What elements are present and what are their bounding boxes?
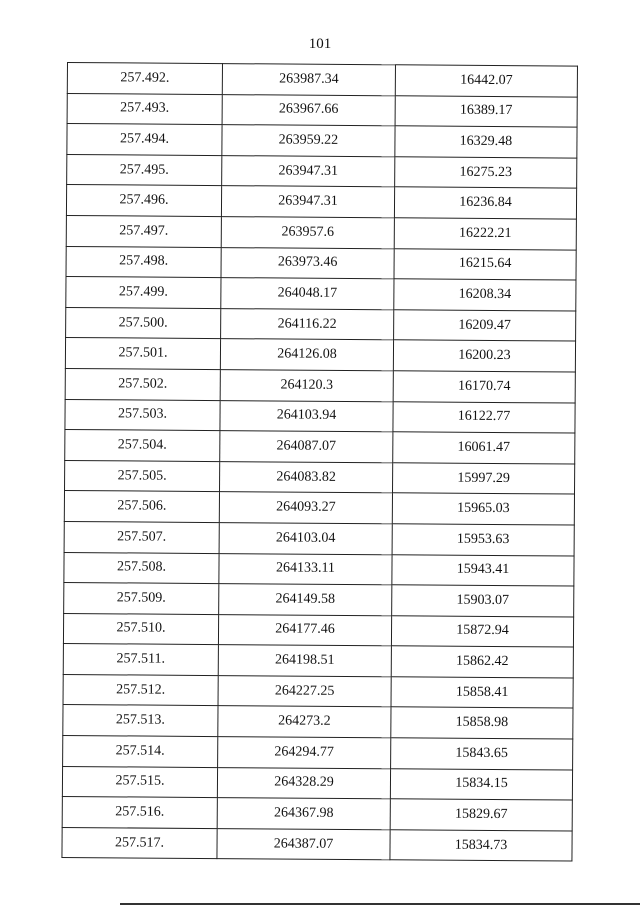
point-number-cell: 257.495. xyxy=(67,154,222,186)
y-coordinate-cell: 16215.64 xyxy=(394,248,576,280)
table-row xyxy=(63,674,573,708)
y-coordinate-cell: 16061.47 xyxy=(393,432,575,464)
x-coordinate-cell: 264227.25 xyxy=(218,675,391,707)
point-number-cell: 257.499. xyxy=(66,277,221,309)
x-coordinate-cell: 263959.22 xyxy=(222,125,395,157)
y-coordinate-cell: 16222.21 xyxy=(394,218,576,250)
x-coordinate-cell: 264120.3 xyxy=(220,370,393,402)
table-row xyxy=(67,63,577,97)
point-number-cell: 257.494. xyxy=(67,124,222,156)
table-row xyxy=(65,368,575,402)
table-row xyxy=(62,827,572,861)
point-number-cell: 257.500. xyxy=(66,307,221,339)
x-coordinate-cell: 263947.31 xyxy=(222,155,395,187)
point-number-cell: 257.501. xyxy=(65,338,220,370)
coordinates-table-body xyxy=(62,63,578,862)
point-number-cell: 257.512. xyxy=(63,674,218,706)
x-coordinate-cell: 264103.04 xyxy=(219,522,392,554)
point-number-cell: 257.503. xyxy=(65,399,220,431)
x-coordinate-cell: 264387.07 xyxy=(217,828,390,860)
point-number-cell: 257.504. xyxy=(65,430,220,462)
y-coordinate-cell: 16200.23 xyxy=(393,340,575,372)
y-coordinate-cell: 16329.48 xyxy=(395,126,577,158)
point-number-cell: 257.498. xyxy=(66,246,221,278)
table-row xyxy=(67,93,577,127)
point-number-cell: 257.513. xyxy=(63,705,218,737)
table-row xyxy=(65,338,575,372)
x-coordinate-cell: 264273.2 xyxy=(218,706,391,738)
table-row xyxy=(63,705,573,739)
table-row xyxy=(65,399,575,433)
table-row xyxy=(63,644,573,678)
point-number-cell: 257.514. xyxy=(63,736,218,768)
point-number-cell: 257.510. xyxy=(63,613,218,645)
x-coordinate-cell: 264198.51 xyxy=(218,645,391,677)
x-coordinate-cell: 264149.58 xyxy=(219,584,392,616)
point-number-cell: 257.516. xyxy=(62,797,217,829)
point-number-cell: 257.505. xyxy=(65,460,220,492)
table-row xyxy=(65,460,575,494)
y-coordinate-cell: 15834.73 xyxy=(390,830,572,862)
point-number-cell: 257.515. xyxy=(62,766,217,798)
point-number-cell: 257.502. xyxy=(65,368,220,400)
y-coordinate-cell: 15858.98 xyxy=(391,707,573,739)
point-number-cell: 257.507. xyxy=(64,521,219,553)
table-row xyxy=(66,215,576,249)
point-number-cell: 257.506. xyxy=(64,491,219,523)
y-coordinate-cell: 15903.07 xyxy=(392,585,574,617)
y-coordinate-cell: 16275.23 xyxy=(395,157,577,189)
x-coordinate-cell: 264177.46 xyxy=(218,614,391,646)
table-row xyxy=(62,766,572,800)
table-row xyxy=(66,307,576,341)
y-coordinate-cell: 16389.17 xyxy=(395,95,577,127)
x-coordinate-cell: 264103.94 xyxy=(220,400,393,432)
y-coordinate-cell: 16209.47 xyxy=(394,310,576,342)
table-row xyxy=(64,491,574,525)
table-row xyxy=(67,154,577,188)
table-row xyxy=(67,124,577,158)
y-coordinate-cell: 15997.29 xyxy=(392,463,574,495)
y-coordinate-cell: 16442.07 xyxy=(395,65,577,97)
table-row xyxy=(66,246,576,280)
point-number-cell: 257.492. xyxy=(67,63,222,95)
y-coordinate-cell: 15834.15 xyxy=(390,768,572,800)
table-row xyxy=(62,797,572,831)
table-row xyxy=(63,736,573,770)
x-coordinate-cell: 263957.6 xyxy=(221,217,394,249)
y-coordinate-cell: 15843.65 xyxy=(391,738,573,770)
x-coordinate-cell: 263973.46 xyxy=(221,247,394,279)
x-coordinate-cell: 264126.08 xyxy=(220,339,393,371)
y-coordinate-cell: 16208.34 xyxy=(394,279,576,311)
table-row xyxy=(66,185,576,219)
x-coordinate-cell: 264048.17 xyxy=(221,278,394,310)
table-row xyxy=(63,613,573,647)
table-row xyxy=(64,521,574,555)
point-number-cell: 257.497. xyxy=(66,215,221,247)
y-coordinate-cell: 15943.41 xyxy=(392,554,574,586)
table-row xyxy=(64,583,574,617)
x-coordinate-cell: 264116.22 xyxy=(221,308,394,340)
y-coordinate-cell: 16170.74 xyxy=(393,371,575,403)
x-coordinate-cell: 264087.07 xyxy=(220,431,393,463)
y-coordinate-cell: 16122.77 xyxy=(393,401,575,433)
point-number-cell: 257.517. xyxy=(62,827,217,859)
y-coordinate-cell: 16236.84 xyxy=(394,187,576,219)
x-coordinate-cell: 264083.82 xyxy=(220,461,393,493)
x-coordinate-cell: 263967.66 xyxy=(222,94,395,126)
table-row xyxy=(66,277,576,311)
y-coordinate-cell: 15858.41 xyxy=(391,677,573,709)
x-coordinate-cell: 264367.98 xyxy=(217,798,390,830)
point-number-cell: 257.511. xyxy=(63,644,218,676)
y-coordinate-cell: 15862.42 xyxy=(391,646,573,678)
table-row xyxy=(65,430,575,464)
y-coordinate-cell: 15953.63 xyxy=(392,524,574,556)
x-coordinate-cell: 264328.29 xyxy=(217,767,390,799)
point-number-cell: 257.496. xyxy=(66,185,221,217)
x-coordinate-cell: 263947.31 xyxy=(221,186,394,218)
x-coordinate-cell: 264093.27 xyxy=(219,492,392,524)
coordinates-table xyxy=(61,62,578,862)
table-row xyxy=(64,552,574,586)
y-coordinate-cell: 15872.94 xyxy=(391,615,573,647)
y-coordinate-cell: 15829.67 xyxy=(390,799,572,831)
point-number-cell: 257.509. xyxy=(64,583,219,615)
point-number-cell: 257.508. xyxy=(64,552,219,584)
x-coordinate-cell: 263987.34 xyxy=(222,64,395,96)
page-number: 101 xyxy=(308,36,332,52)
x-coordinate-cell: 264133.11 xyxy=(219,553,392,585)
x-coordinate-cell: 264294.77 xyxy=(218,737,391,769)
y-coordinate-cell: 15965.03 xyxy=(392,493,574,525)
point-number-cell: 257.493. xyxy=(67,93,222,125)
